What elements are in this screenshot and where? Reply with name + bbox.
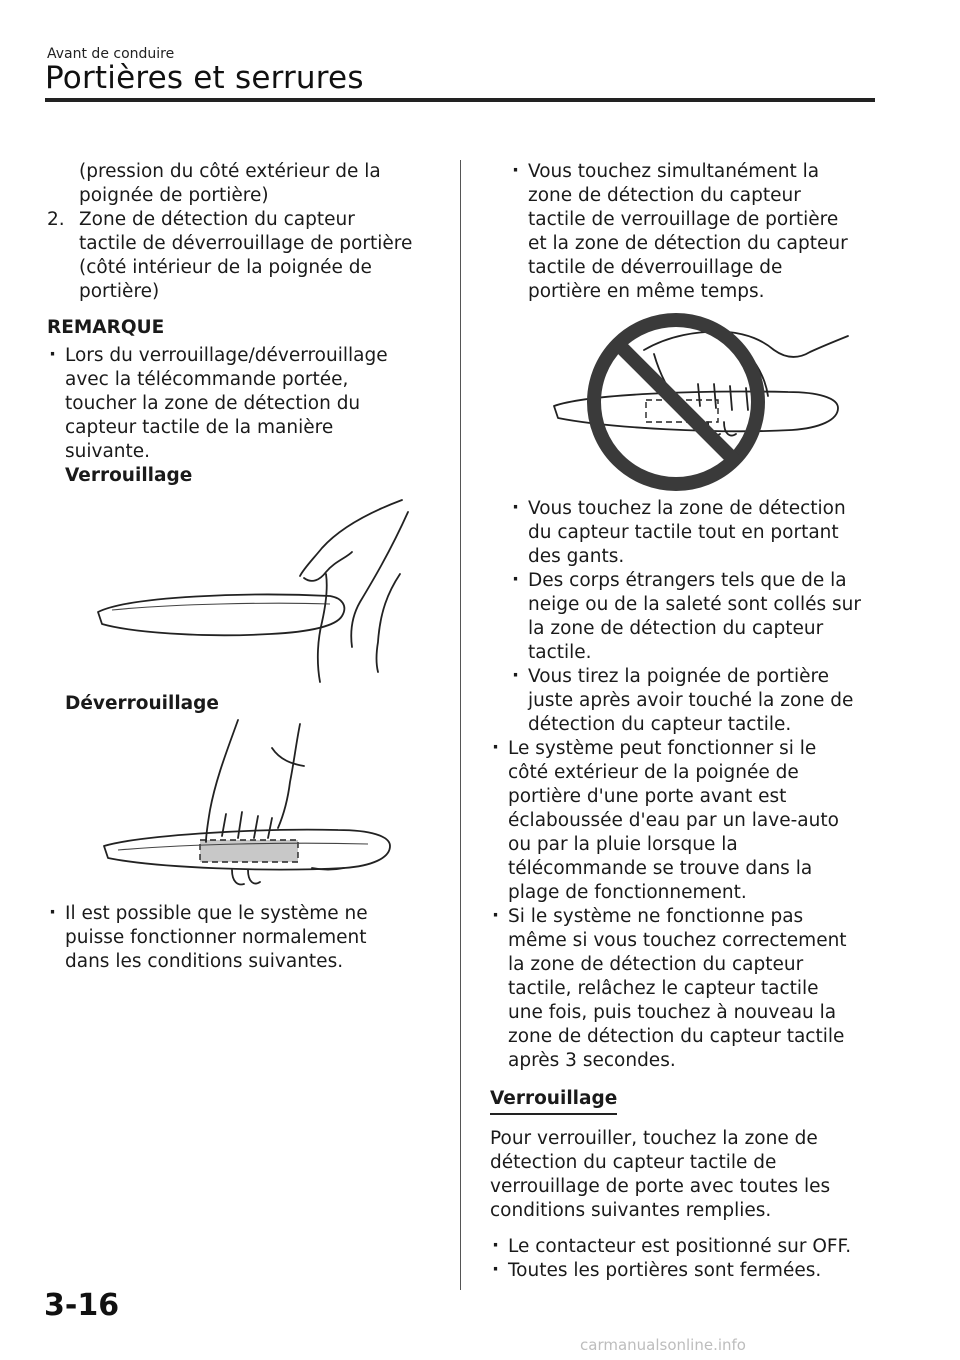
sub-bullet xyxy=(510,569,880,665)
para-line: détection du capteur tactile de xyxy=(490,1152,777,1173)
bullet-item xyxy=(47,344,447,488)
bullet-item xyxy=(47,902,447,974)
bullet-item xyxy=(490,905,880,1073)
right-top xyxy=(510,160,880,304)
bullet-item xyxy=(490,737,880,905)
left-bottom xyxy=(47,902,447,974)
bullet-line: télécommande se trouve dans la xyxy=(508,858,813,879)
right-bottom xyxy=(490,497,880,1283)
bullet-line: des gants. xyxy=(528,546,625,567)
prohibited-illustration xyxy=(548,310,858,495)
unlock-label: Déverrouillage xyxy=(65,693,219,714)
bullet-line: ou par la pluie lorsque la xyxy=(508,834,738,855)
bullet-line: la zone de détection du capteur xyxy=(528,618,824,639)
chapter-title: Portières et serrures xyxy=(45,60,364,96)
item-line: tactile de déverrouillage de portière xyxy=(79,233,413,254)
bullet-line: portière d'une porte avant est xyxy=(508,786,787,807)
para-line: Pour verrouiller, touchez la zone de xyxy=(490,1128,818,1149)
bullet-line: tactile de déverrouillage de xyxy=(528,257,783,278)
condition-line: · Le contacteur est positionné sur OFF. xyxy=(508,1236,852,1257)
bullet-line: · Vous touchez simultanément la xyxy=(528,161,820,182)
header-rule xyxy=(45,98,875,102)
bullet-line: tactile. xyxy=(528,642,592,663)
lock-heading: Verrouillage xyxy=(490,1087,617,1115)
list-item-2 xyxy=(47,208,447,304)
bullet-line: toucher la zone de détection du xyxy=(65,393,361,414)
lock-illustration xyxy=(90,492,420,687)
condition-item xyxy=(490,1259,880,1283)
bullet-line: plage de fonctionnement. xyxy=(508,882,747,903)
bullet-line: du capteur tactile tout en portant xyxy=(528,522,839,543)
bullet-line: avec la télécommande portée, xyxy=(65,369,349,390)
sub-bullet xyxy=(510,665,880,737)
bullet-line: neige ou de la saleté sont collés sur xyxy=(528,594,862,615)
left-column xyxy=(47,160,447,488)
sub-bullets xyxy=(490,497,880,737)
condition-line: · Toutes les portières sont fermées. xyxy=(508,1260,822,1281)
unlock-illustration xyxy=(98,718,398,893)
bullet-line: éclaboussée d'eau par un lave-auto xyxy=(508,810,839,831)
lock-paragraph xyxy=(490,1127,880,1223)
bullet-line: et la zone de détection du capteur xyxy=(528,233,848,254)
bullet-line: côté extérieur de la poignée de xyxy=(508,762,799,783)
page-number: 3-16 xyxy=(44,1288,120,1323)
cont-line: (pression du côté extérieur de la xyxy=(79,161,381,182)
bullet-line: dans les conditions suivantes. xyxy=(65,951,344,972)
bullet-line: capteur tactile de la manière xyxy=(65,417,334,438)
bullet-line: zone de détection du capteur xyxy=(528,185,801,206)
bullet-line: détection du capteur tactile. xyxy=(528,714,792,735)
bullet-line: · Lors du verrouillage/déverrouillage xyxy=(65,345,388,366)
remark-heading: REMARQUE xyxy=(47,317,165,338)
bullet-line: · Vous touchez la zone de détection xyxy=(528,498,846,519)
watermark: carmanualsonline.info xyxy=(580,1336,746,1354)
condition-item xyxy=(490,1235,880,1259)
para-line: conditions suivantes remplies. xyxy=(490,1200,772,1221)
bullet-line: zone de détection du capteur tactile xyxy=(508,1026,845,1047)
bullet-line: suivante. xyxy=(65,441,151,462)
bullet-line: même si vous touchez correctement xyxy=(508,930,847,951)
section-label: Avant de conduire xyxy=(47,46,175,62)
bullet-line: portière en même temps. xyxy=(528,281,765,302)
bullet-line: · Vous tirez la poignée de portière xyxy=(528,666,830,687)
bullet-line: · Il est possible que le système ne xyxy=(65,903,368,924)
prohibition-slash xyxy=(618,344,734,460)
bullet-line: puisse fonctionner normalement xyxy=(65,927,367,948)
bullet-line: · Des corps étrangers tels que de la xyxy=(528,570,847,591)
cont-line: poignée de portière) xyxy=(79,185,269,206)
bullet-line: juste après avoir touché la zone de xyxy=(528,690,854,711)
sub-bullet xyxy=(510,497,880,569)
sub-bullet xyxy=(510,160,880,304)
bullet-line: · Si le système ne fonctionne pas xyxy=(508,906,804,927)
bullet-line: la zone de détection du capteur xyxy=(508,954,804,975)
bullet-line: tactile de verrouillage de portière xyxy=(528,209,839,230)
lock-conditions xyxy=(490,1235,880,1283)
column-divider xyxy=(460,160,461,1290)
para-line: verrouillage de porte avec toutes les xyxy=(490,1176,831,1197)
item-line: portière) xyxy=(79,281,160,302)
lock-section xyxy=(490,1087,880,1115)
list-number: 2. xyxy=(47,209,65,230)
item-line: Zone de détection du capteur xyxy=(79,209,355,230)
lock-label: Verrouillage xyxy=(65,465,193,486)
item-line: (côté intérieur de la poignée de xyxy=(79,257,372,278)
bullet-line: une fois, puis touchez à nouveau la xyxy=(508,1002,837,1023)
bullet-line: après 3 secondes. xyxy=(508,1050,676,1071)
bullet-line: tactile, relâchez le capteur tactile xyxy=(508,978,819,999)
bullet-line: · Le système peut fonctionner si le xyxy=(508,738,817,759)
